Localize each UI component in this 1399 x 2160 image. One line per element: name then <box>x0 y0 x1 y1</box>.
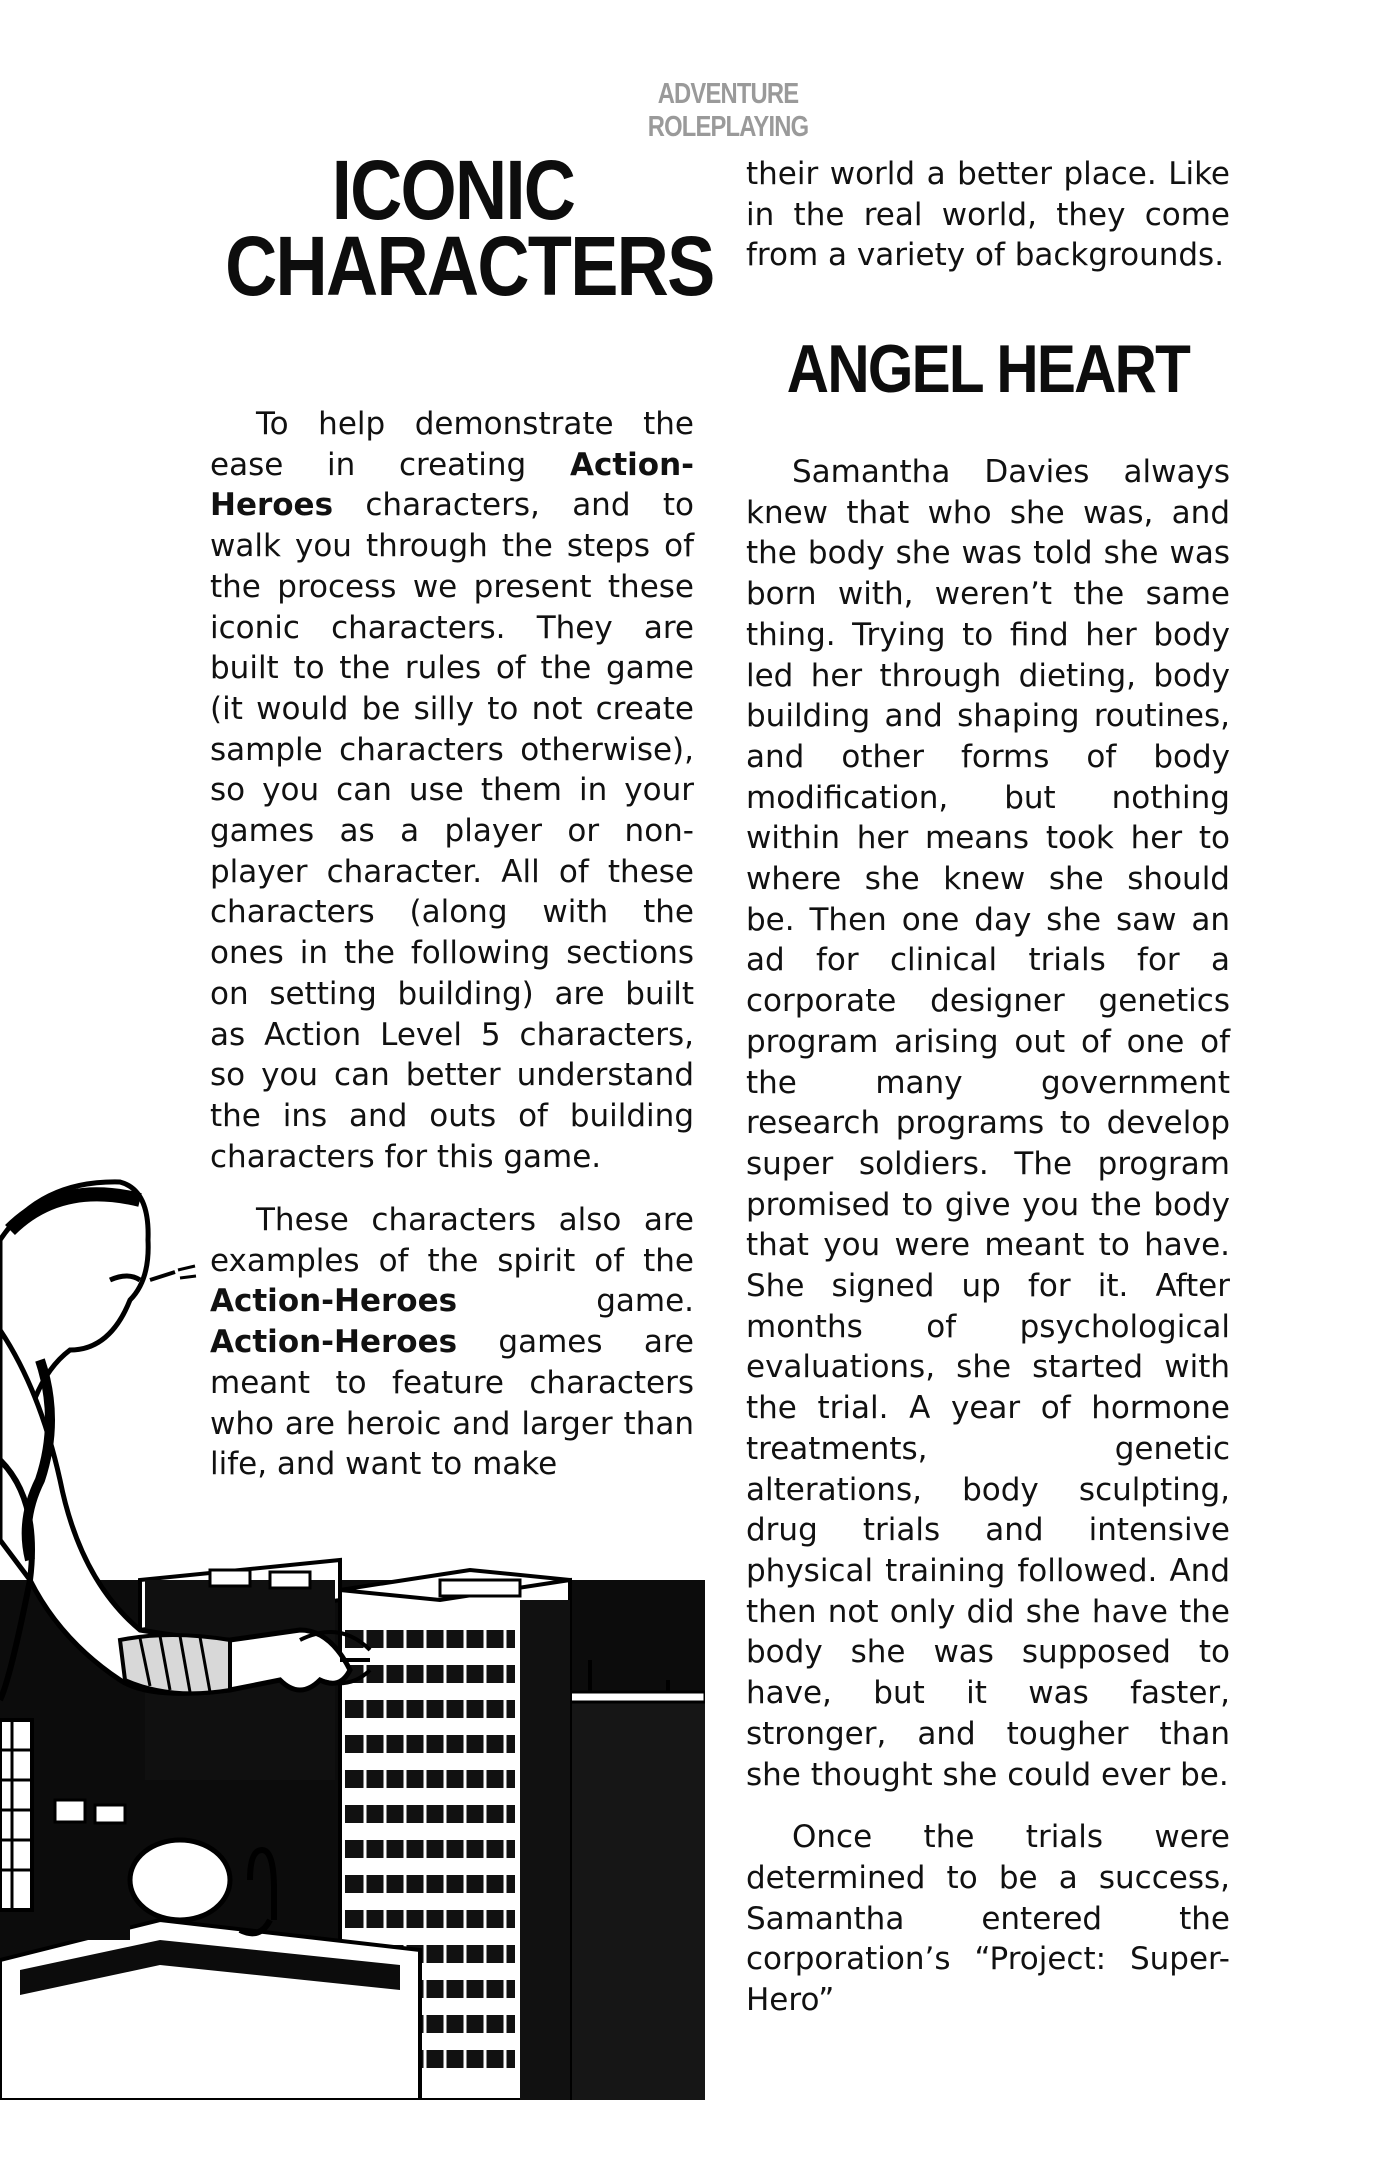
section-title <box>225 143 714 313</box>
section-title-line-1: ICONIC <box>331 143 575 237</box>
angel-heart-title: ANGEL HEART <box>786 331 1190 407</box>
intro-paragraph-2-continued: their world a better place. Like in the real world, they come from a variety of backgrounds. <box>746 156 1230 274</box>
game-name-bold: Action-Heroes <box>210 446 694 524</box>
left-column-text <box>210 404 694 1177</box>
game-name-bold: Action-Heroes <box>210 1324 458 1361</box>
angel-heart-paragraph-1: Samantha Davies always knew that who she was, and the body she was told she was born with, weren’t the same thing. Trying to find her body led her through dieting, body building and shaping routines, and other forms of body modification, but nothing within her means took her to where she knew she should be. Then one day she saw an ad for clinical trials for a corporate designer genetics program arising out of one of the many government research programs to develop super soldiers. The program promised to give you the body that you were meant to have. She signed up for it. After months of psychological evaluations, she started with the trial. A year of hormone treatments, genetic alterations, body sculpting, drug trials and intensive physical training followed. And then not only did she have the body she was supposed to have, but it was faster, stronger, and tougher than she thought she could ever be. <box>746 454 1230 1793</box>
game-name-bold: Action-Heroes <box>210 1283 458 1320</box>
section-title-line-2: CHARACTERS <box>225 219 714 313</box>
intro-paragraph-1: To help demonstrate the ease in creating Action-Heroes characters, and to walk you through the steps of the process we present these iconic characters. They are built to the rules of the game (it would be silly to not create sample characters otherwise), so you can use them in your games as a player or non-player character. All of these characters (along with the ones in the following sections on setting building) are built as Action Level 5 characters, so you can better understand the ins and outs of building characters for this game. <box>210 406 694 1175</box>
running-header: ADVENTURE ROLEPLAYING <box>647 78 809 143</box>
hero-over-city-illustration <box>0 1160 705 2100</box>
angel-heart-paragraph-2: Once the trials were determined to be a success, Samantha entered the corporation’s “Project: Super-Hero” <box>746 1819 1230 2019</box>
intro-paragraph-2: These characters also are examples of the spirit of the Action-Heroes game. Action-Heroes games are meant to feature characters who are heroic and larger than life, and want to make <box>210 1202 694 1483</box>
right-column-continuation <box>746 154 1230 276</box>
angel-heart-text <box>746 452 1230 2021</box>
